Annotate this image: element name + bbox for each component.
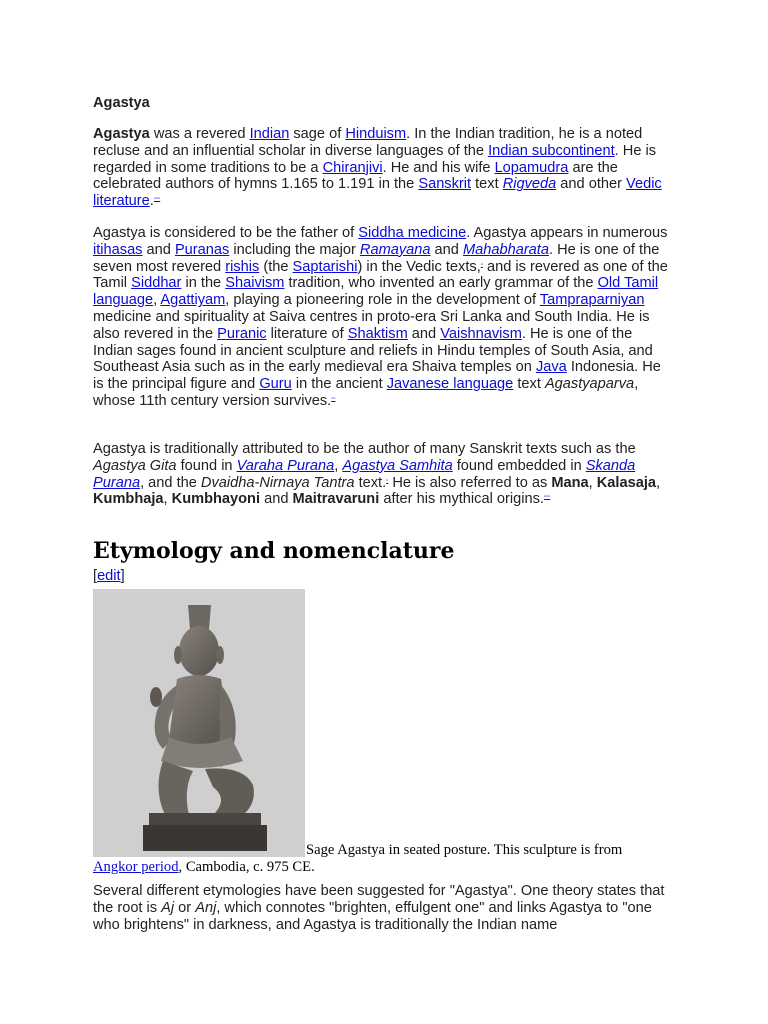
section-heading: Etymology and nomenclature — [93, 538, 455, 564]
link-mahabharata[interactable]: Mahabharata — [462, 241, 549, 258]
link-vaishnavism[interactable]: Vaishnavism — [440, 325, 522, 342]
text: , — [163, 491, 172, 508]
text: and other — [556, 176, 627, 193]
link-itihasas[interactable]: itihasas — [93, 241, 143, 258]
reference-marker[interactable]: ▫ — [386, 477, 389, 484]
text: Agastya is traditionally attributed to be the author of many Sanskrit texts such as the — [93, 441, 636, 457]
text: text. — [354, 474, 387, 491]
link-shaktism[interactable]: Shaktism — [347, 325, 408, 342]
text: , — [334, 457, 343, 474]
italic-term: Dvaidha-Nirnaya Tantra — [200, 474, 355, 491]
link-tampraparniyan[interactable]: Tampraparniyan — [539, 292, 645, 309]
text: literature of — [266, 325, 348, 342]
link-guru[interactable]: Guru — [259, 376, 292, 393]
text: , — [656, 474, 661, 491]
link-indian[interactable]: Indian — [249, 126, 290, 142]
text: . — [149, 193, 154, 210]
bold-term: Kalasaja — [596, 474, 656, 491]
text: medicine and spirituality at Saiva centres in proto-era Sri Lanka and South India. He is also revered in the — [93, 308, 650, 342]
reference-marker[interactable]: ▫▫▫ — [543, 494, 551, 501]
edit-link[interactable]: edit — [97, 568, 121, 584]
bracket: ] — [120, 568, 125, 584]
text: tradition, who invented an early grammar of the — [284, 275, 598, 292]
text: . He and his wife — [382, 159, 495, 176]
link-chiranjivi[interactable]: Chiranjivi — [322, 159, 383, 176]
edit-section — [93, 568, 125, 585]
text: , playing a pioneering role in the development of — [225, 292, 540, 309]
italic-term: Aj — [161, 899, 175, 916]
text: and is revered as one of the Tamil — [93, 258, 668, 292]
caption-text: , Cambodia, c. 975 CE. — [178, 859, 315, 875]
link-agastya-samhita[interactable]: Agastya Samhita — [342, 457, 453, 474]
text: (the — [259, 258, 293, 275]
bold-term: Maitravaruni — [292, 491, 380, 508]
bracket: [ — [93, 568, 98, 584]
link-sanskrit[interactable]: Sanskrit — [418, 176, 472, 193]
text: Agastya is considered to be the father of — [93, 225, 359, 241]
text: Indonesia. He is the principal figure and — [93, 359, 661, 393]
link-varaha-purana[interactable]: Varaha Purana — [236, 457, 335, 474]
text: or — [174, 899, 196, 916]
text: found in — [176, 457, 237, 474]
reference-marker[interactable]: ▫ — [480, 261, 483, 268]
link-shaivism[interactable]: Shaivism — [225, 275, 285, 292]
text: . He is regarded in some traditions to be a — [93, 142, 657, 176]
text: . Agastya appears in numerous — [466, 225, 668, 241]
text: are the celebrated authors of hymns 1.165 to 1.191 in the — [93, 159, 618, 193]
text: in the — [181, 275, 226, 292]
sculpture-illustration — [93, 589, 305, 857]
link-saptarishi[interactable]: Saptarishi — [292, 258, 358, 275]
link-rigveda[interactable]: Rigveda — [502, 176, 557, 193]
link-lopamudra[interactable]: Lopamudra — [494, 159, 569, 176]
bold-term: Kumbhaja — [93, 491, 164, 508]
text: text — [513, 376, 545, 393]
text: and — [260, 491, 293, 508]
text: , — [153, 292, 161, 309]
link-javanese-language[interactable]: Javanese language — [386, 376, 514, 393]
text: , which connotes "brighten, effulgent one" and links Agastya to "one who brightens" in darkness, and Agastya is traditionally the Indian name — [93, 899, 652, 933]
text: , whose 11th century version survives. — [93, 376, 639, 409]
text: was a revered — [149, 126, 250, 142]
text: and — [407, 325, 441, 342]
sculpture-image — [93, 589, 305, 857]
reference-marker[interactable]: ▫▫ — [331, 395, 336, 402]
link-old-tamil-language[interactable]: Old Tamil language — [93, 275, 659, 309]
text: Several different etymologies have been suggested for "Agastya". One theory states that the root is — [93, 883, 665, 916]
intro-paragraph — [93, 126, 673, 210]
link-hinduism[interactable]: Hinduism — [345, 126, 407, 142]
link-siddhar[interactable]: Siddhar — [131, 275, 182, 292]
reference-marker[interactable]: ▫▫▫ — [153, 196, 161, 203]
bold-term: Agastya — [93, 126, 150, 142]
text: and — [142, 241, 175, 258]
text: after his mythical origins. — [379, 491, 544, 508]
bold-term: Kumbhayoni — [171, 491, 261, 508]
text: text — [471, 176, 503, 193]
link-rishis[interactable]: rishis — [225, 258, 260, 275]
figure-caption — [93, 842, 653, 876]
link-angkor-period[interactable]: Angkor period — [93, 859, 179, 875]
link-vedic-literature[interactable]: Vedic literature — [93, 176, 662, 210]
text: sage of — [289, 126, 346, 142]
link-java[interactable]: Java — [535, 359, 567, 376]
italic-term: Agastya Gita — [93, 457, 177, 474]
italic-term: Anj — [195, 899, 217, 916]
caption-text: Sage Agastya in seated posture. This sculpture is from — [306, 842, 623, 858]
italic-term: Agastyaparva — [544, 376, 635, 393]
page-title: Agastya — [93, 95, 150, 111]
link-puranas[interactable]: Puranas — [174, 241, 230, 258]
text: . In the Indian tradition, he is a noted recluse and an influential scholar in diverse languages of the — [93, 126, 643, 159]
paragraph-3 — [93, 441, 673, 508]
text: He is also referred to as — [388, 474, 552, 491]
text: in the ancient — [291, 376, 387, 393]
text: ) in the Vedic texts, — [357, 258, 481, 275]
text: . He is one of the seven most revered — [93, 241, 660, 275]
link-ramayana[interactable]: Ramayana — [359, 241, 431, 258]
link-puranic[interactable]: Puranic — [217, 325, 267, 342]
text: . He is one of the Indian sages found in ancient sculpture and reliefs in Hindu temples of South Asia, and Southeast Asia such as in the early medieval era Shaiva temples on — [93, 325, 653, 376]
paragraph-4 — [93, 883, 673, 933]
text: , and the — [140, 474, 201, 491]
link-indian-subcontinent[interactable]: Indian subcontinent — [488, 142, 615, 159]
bold-term: Mana — [551, 474, 589, 491]
link-siddha-medicine[interactable]: Siddha medicine — [358, 225, 467, 241]
text: , — [588, 474, 597, 491]
paragraph-2 — [93, 225, 673, 410]
text: and — [430, 241, 463, 258]
text: including the major — [229, 241, 360, 258]
link-agattiyam[interactable]: Agattiyam — [160, 292, 226, 309]
text: found embedded in — [452, 457, 586, 474]
link-skanda-purana[interactable]: Skanda Purana — [93, 457, 636, 491]
